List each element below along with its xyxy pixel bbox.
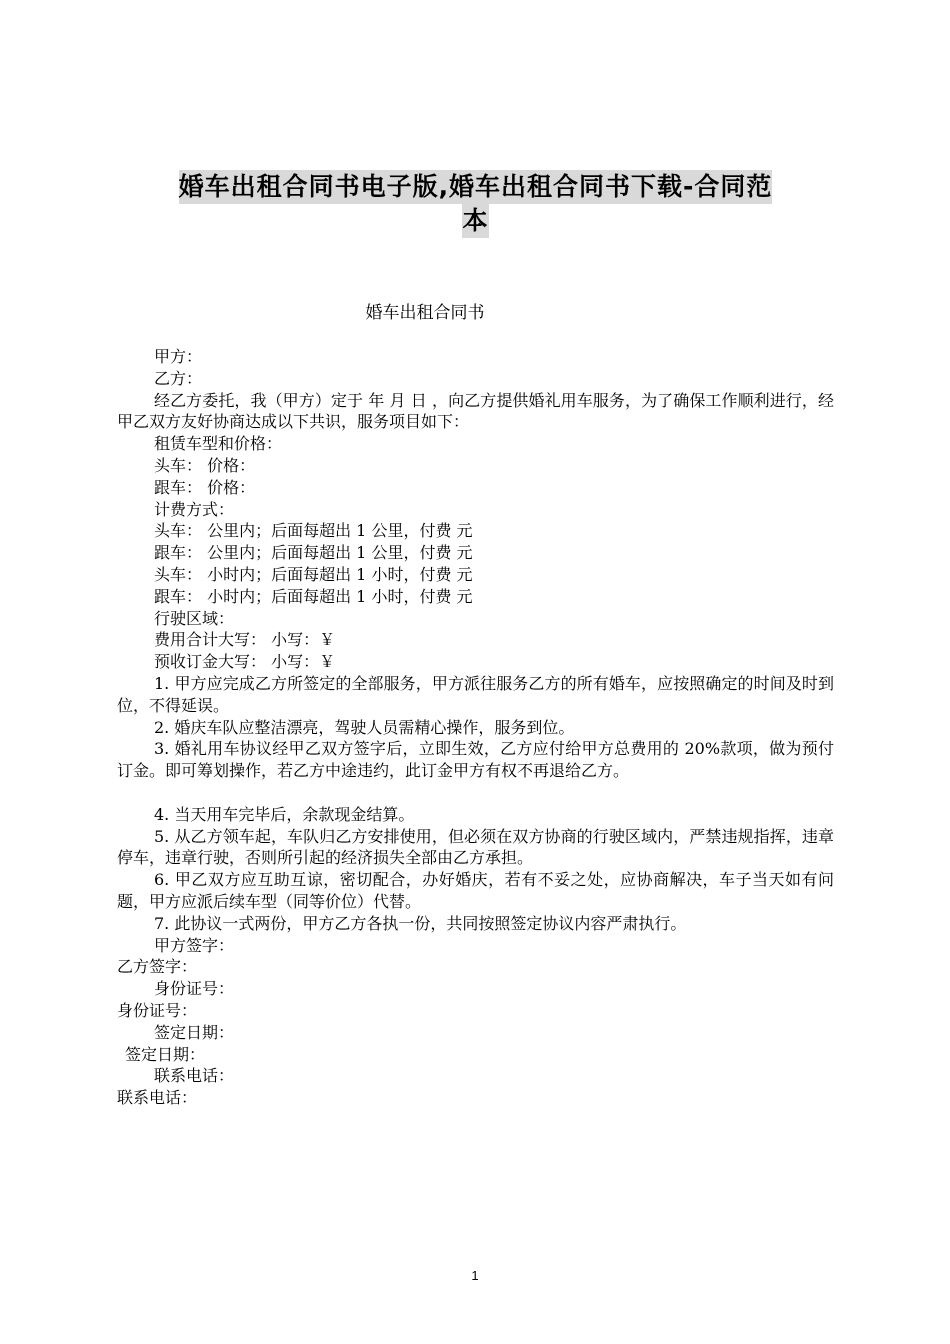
deposit-line: 预收订金大写： 小写：￥ [154,652,336,672]
billing-line: 头车： 小时内；后面每超出 1 小时，付费 元 [154,564,473,584]
clause-2: 2. 婚庆车队应整洁漂亮，驾驶人员需精心操作，服务到位。 [154,717,575,737]
billing-line: 头车： 公里内；后面每超出 1 公里，付费 元 [154,521,473,541]
clause-1: 1. 甲方应完成乙方所签定的全部服务，甲方派往服务乙方的所有婚车，应按照确定的时间及时到位，不得延误。 [117,673,834,715]
contract-heading: 婚车出租合同书 [365,303,485,323]
lead-car-price: 头车： 价格： [154,455,256,475]
party-b-phone: 联系电话： [117,1088,198,1108]
title-line-1: 婚车出租合同书电子版,婚车出租合同书下载-合同范 [179,170,773,204]
party-a-id: 身份证号： [154,979,235,999]
clause-6: 6. 甲乙双方应互助互谅，密切配合，办好婚庆，若有不妥之处，应协商解决，车子当天如有问题，甲方应派后续车型（同等价位）代替。 [117,870,834,911]
party-b-id: 身份证号： [117,1000,198,1020]
party-b-sign-date: 签定日期： [125,1044,206,1064]
party-b-line: 乙方： [154,368,203,388]
contract-body [117,346,834,1109]
party-a-signature: 甲方签字： [154,935,235,955]
total-fee-line: 费用合计大写： 小写：￥ [154,630,336,650]
clause-5: 5. 从乙方领车起，车队归乙方安排使用，但必须在双方协商的行驶区域内，严禁违规指挥，违章停车，违章行驶，否则所引起的经济损失全部由乙方承担。 [117,826,834,868]
driving-area-line: 行驶区域： [154,608,235,628]
party-b-signature: 乙方签字： [117,957,198,977]
billing-line: 跟车： 公里内；后面每超出 1 公里，付费 元 [154,543,473,563]
clause-4: 4. 当天用车完毕后，余款现金结算。 [154,804,415,824]
spacer [117,782,834,804]
clause-7: 7. 此协议一式两份，甲方乙方各执一份，共同按照签定协议内容严肃执行。 [154,913,687,933]
car-type-heading: 租赁车型和价格： [154,434,283,454]
billing-line: 跟车： 小时内；后面每超出 1 小时，付费 元 [154,586,473,606]
document-title [118,170,833,238]
intro-paragraph: 经乙方委托，我（甲方）定于 年 月 日 ，向乙方提供婚礼用车服务，为了确保工作顺利进行，经甲乙双方友好协商达成以下共识，服务项目如下： [117,390,834,432]
billing-heading: 计费方式： [154,499,235,519]
page-number: 1 [471,1268,479,1283]
party-a-line: 甲方： [154,347,203,366]
title-line-2: 本 [462,204,488,238]
party-a-phone: 联系电话： [154,1066,235,1086]
party-a-sign-date: 签定日期： [154,1022,235,1042]
follow-car-price: 跟车： 价格： [154,477,256,497]
clause-3: 3. 婚礼用车协议经甲乙双方签字后，立即生效，乙方应付给甲方总费用的 20%款项，做为预付订金。即可筹划操作，若乙方中途违约，此订金甲方有权不再退给乙方。 [117,739,834,781]
